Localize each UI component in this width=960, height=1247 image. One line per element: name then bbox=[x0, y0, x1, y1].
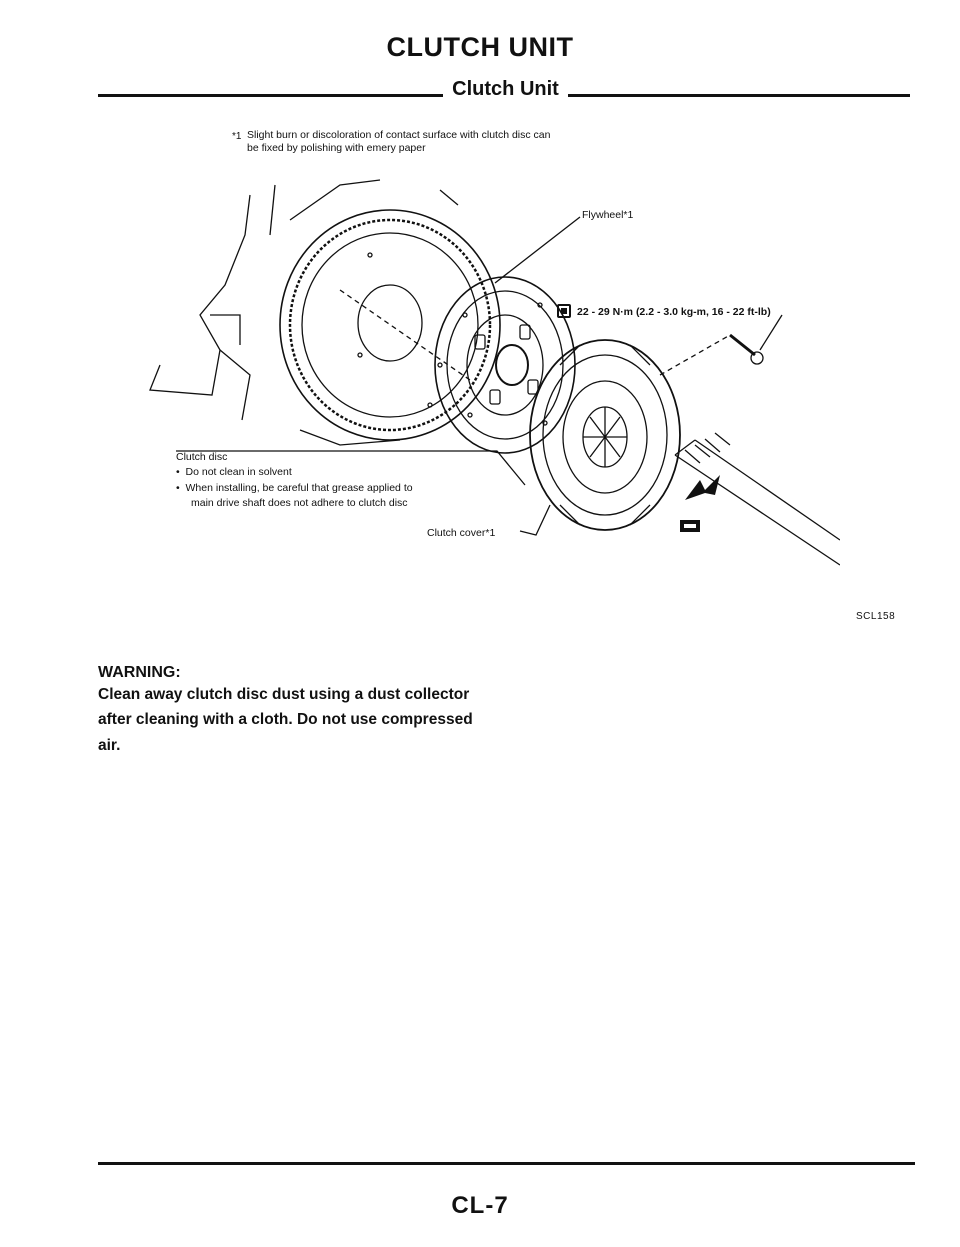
grease-icon bbox=[685, 475, 720, 500]
engine-block-outline bbox=[150, 195, 250, 395]
clutch-cover-label: Clutch cover*1 bbox=[427, 527, 496, 539]
arrow-icon bbox=[680, 520, 700, 532]
page-number: CL-7 bbox=[451, 1192, 509, 1219]
footer-rule bbox=[98, 1162, 915, 1165]
clutch-cover-leader bbox=[520, 505, 550, 535]
flywheel-leader bbox=[495, 217, 580, 283]
warning-text-line: air. bbox=[98, 737, 121, 754]
note-marker: *1 bbox=[232, 131, 242, 142]
clutch-cover bbox=[530, 340, 680, 530]
flywheel bbox=[280, 210, 500, 440]
figure-code: SCL158 bbox=[856, 611, 896, 622]
page-title: CLUTCH UNIT bbox=[386, 32, 574, 62]
torque-wrench-icon bbox=[557, 304, 571, 318]
section-title: Clutch Unit bbox=[452, 78, 559, 100]
warning-text-line: after cleaning with a cloth. Do not use compressed bbox=[98, 711, 473, 728]
section-rule-right bbox=[568, 94, 910, 97]
flywheel-label: Flywheel*1 bbox=[582, 209, 634, 221]
torque-leader bbox=[760, 315, 782, 350]
warning-text-line: Clean away clutch disc dust using a dust collector bbox=[98, 686, 470, 703]
clutch-disc-label: Clutch disc bbox=[176, 451, 228, 463]
main-drive-shaft bbox=[675, 433, 840, 565]
section-rule-left bbox=[98, 94, 443, 97]
torque-spec bbox=[557, 304, 771, 318]
note-text: Slight burn or discoloration of contact surface with clutch disc can be fixed by polishing with emery paper bbox=[247, 129, 551, 154]
disc-note-continued: main drive shaft does not adhere to clutch disc bbox=[191, 497, 408, 509]
torque-spec-text: 22 - 29 N·m (2.2 - 3.0 kg-m, 16 - 22 ft-lb) bbox=[577, 306, 771, 318]
disc-note-bullet: • When installing, be careful that grease applied to bbox=[176, 482, 413, 494]
warning-title: WARNING: bbox=[98, 664, 181, 681]
disc-note-bullet: • Do not clean in solvent bbox=[176, 466, 292, 478]
cover-bolt bbox=[730, 335, 763, 364]
